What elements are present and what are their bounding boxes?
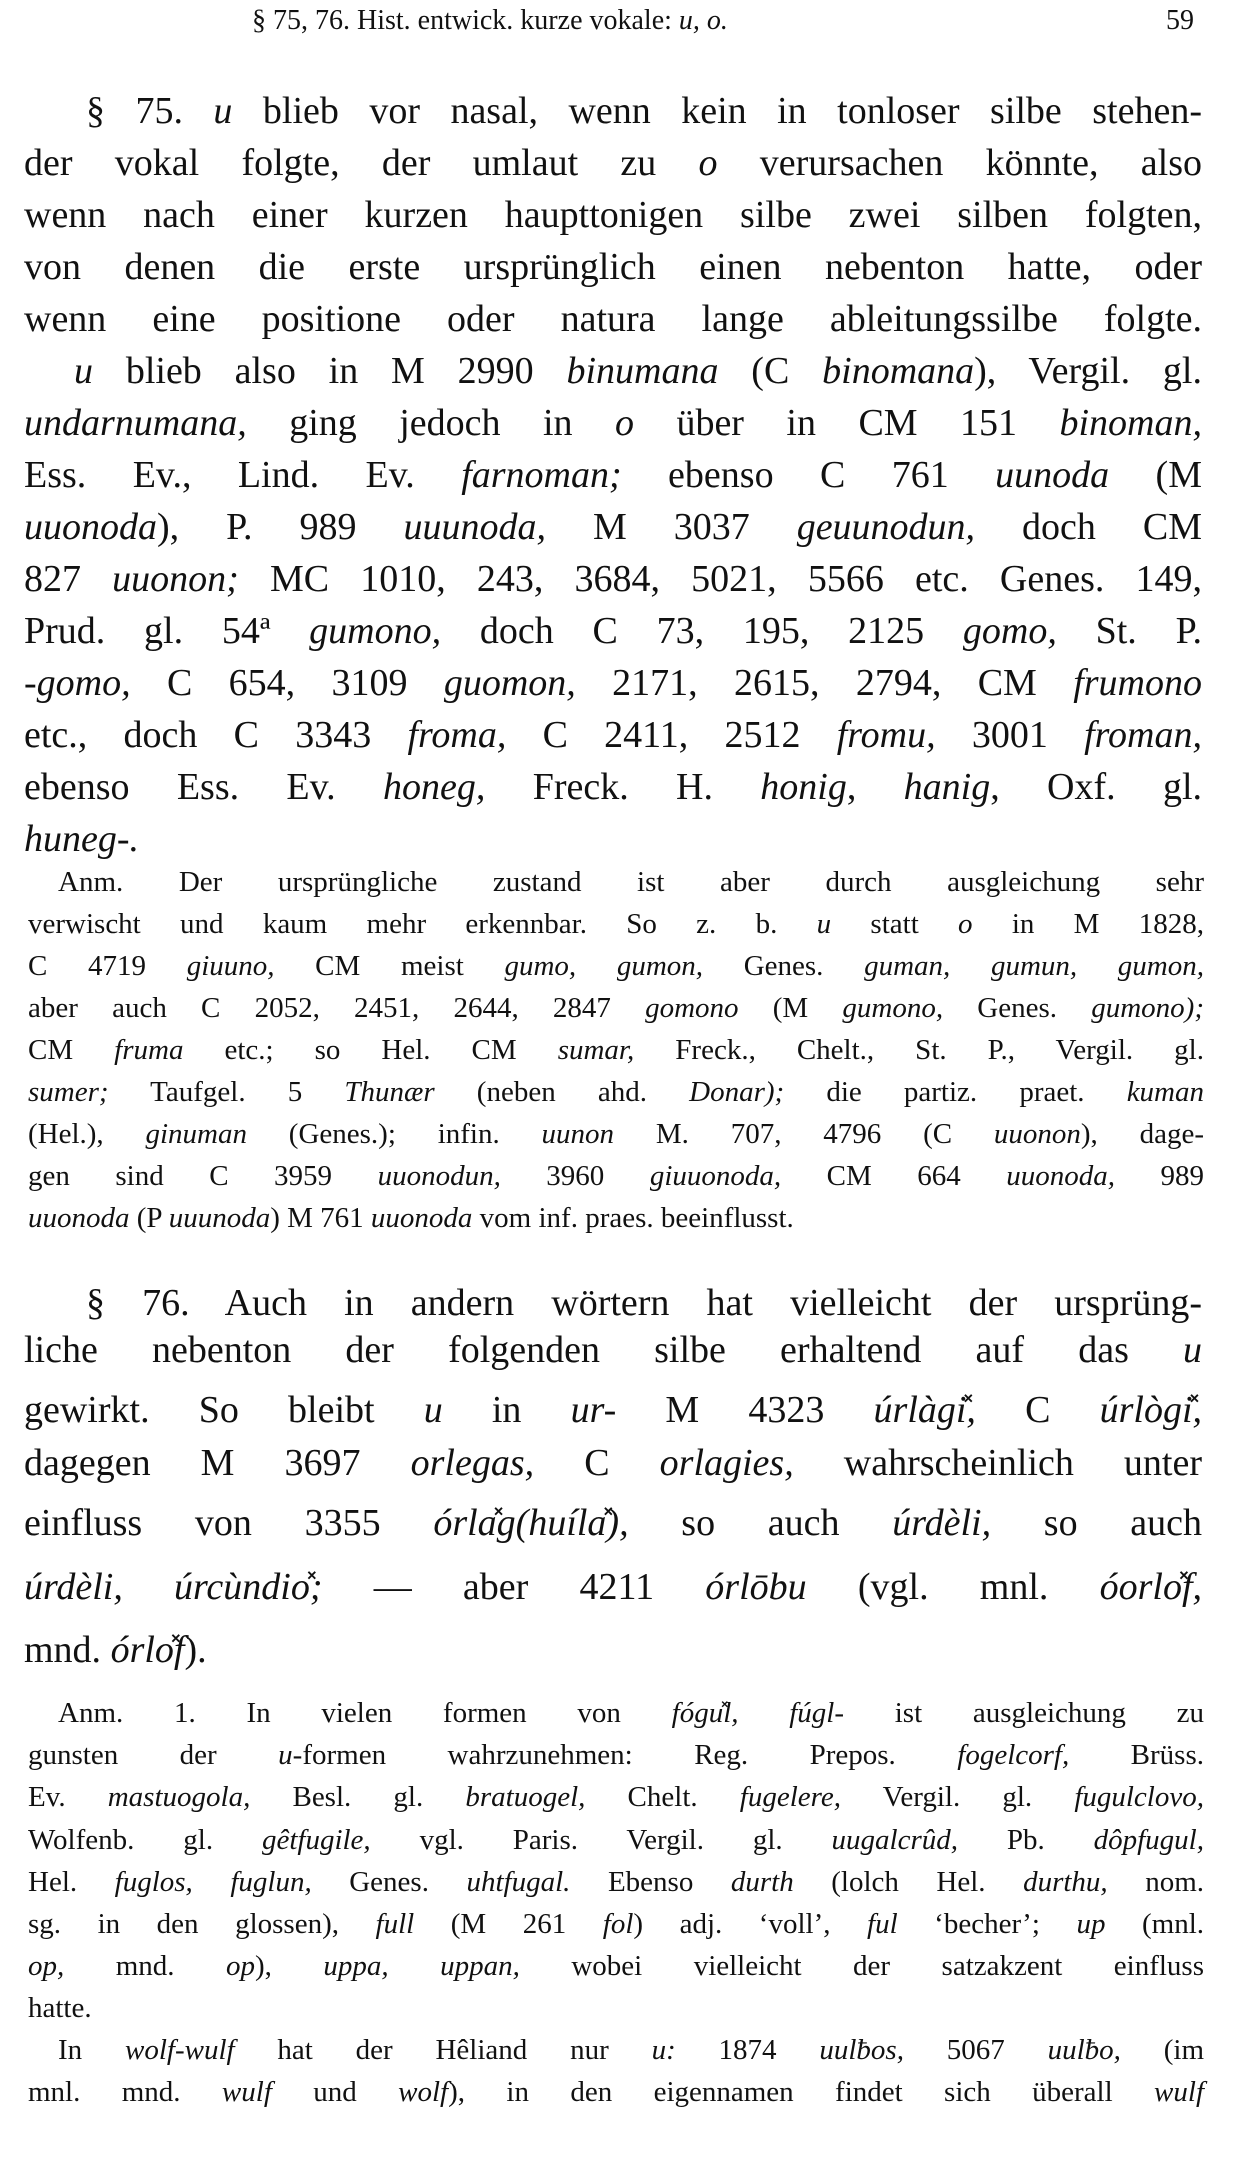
text-line	[24, 140, 1202, 186]
text-run: C 4719	[28, 950, 187, 982]
text-run: mnd.	[24, 1629, 111, 1671]
text-run: Chelt.	[585, 1781, 740, 1813]
text-line	[24, 816, 1202, 862]
italic-word: huneg-.	[24, 818, 140, 860]
italic-word: dôpfugul,	[1093, 1824, 1204, 1856]
italic-word: gomo,	[36, 662, 131, 704]
text-line	[24, 348, 1202, 394]
text-run: § 75.	[86, 90, 214, 132]
text-run: Anm. Der ursprüngliche zustand ist aber durch ausgleichung sehr	[58, 866, 1204, 898]
italic-word: uuonoda	[24, 506, 157, 548]
text-line	[28, 990, 1204, 1026]
text-run: so auch	[991, 1502, 1202, 1544]
text-run: (Genes.); infin.	[247, 1118, 542, 1150]
text-run: , Oxf. gl.	[990, 766, 1202, 808]
text-line	[28, 1737, 1204, 1773]
text-run: Wolfenb. gl.	[28, 1824, 262, 1856]
italic-word: fogelcorf,	[957, 1739, 1070, 1771]
text-line	[24, 192, 1202, 238]
text-run: Freck., Chelt., St. P., Vergil. gl.	[634, 1034, 1204, 1066]
italic-word: undarnumana,	[24, 402, 247, 444]
text-run: ),	[255, 1950, 324, 1982]
text-run: (M 261	[414, 1908, 603, 1940]
text-run: doch CM	[975, 506, 1202, 548]
text-line	[24, 88, 1202, 134]
text-line	[28, 1032, 1204, 1068]
text-run: St. P.	[1056, 610, 1202, 652]
italic-word: Donar);	[689, 1076, 785, 1108]
text-run: ebenso Ess. Ev.	[24, 766, 383, 808]
text-run: etc.; so Hel. CM	[183, 1034, 558, 1066]
text-line	[28, 906, 1204, 942]
text-run: (im	[1120, 2034, 1205, 2066]
text-line	[24, 1500, 1202, 1546]
text-line	[28, 1116, 1204, 1152]
text-run: 3001	[935, 714, 1085, 756]
text-line	[24, 1280, 1202, 1326]
italic-word: sumar,	[557, 1034, 635, 1066]
italic-word: op	[226, 1950, 255, 1982]
italic-word: wolf-wulf	[124, 2034, 235, 2066]
text-run: der vokal folgte, der umlaut zu	[24, 142, 699, 184]
text-run: 989	[1115, 1160, 1204, 1192]
text-line	[28, 1822, 1204, 1858]
text-run: aber auch C 2052, 2451, 2644, 2847	[28, 992, 646, 1024]
italic-word: o	[958, 908, 973, 940]
italic-word: binoman,	[1059, 402, 1202, 444]
italic-word: u	[278, 1739, 293, 1771]
italic-word: gomo,	[962, 610, 1057, 652]
text-run: Prud. gl. 54ª	[24, 610, 310, 652]
italic-word: úrdèli, úrcùndio̽;	[24, 1566, 323, 1608]
italic-word: fógu̽l, fúgl-	[671, 1697, 845, 1729]
text-line	[24, 556, 1202, 602]
italic-word: uuunoda	[168, 1202, 271, 1234]
text-line	[28, 1200, 1204, 1236]
text-line	[24, 608, 1202, 654]
text-run: Ebenso	[570, 1866, 731, 1898]
text-run: nom.	[1107, 1866, 1204, 1898]
text-run: in M 1828,	[972, 908, 1204, 940]
text-run: — aber 4211	[322, 1566, 706, 1608]
italic-word: gêtfugile,	[261, 1824, 371, 1856]
text-line	[28, 2032, 1204, 2068]
italic-word: orlegas,	[410, 1442, 535, 1484]
italic-word: kuman	[1126, 1076, 1205, 1108]
text-line	[28, 1990, 1204, 2026]
text-run: blieb vor nasal, wenn kein in tonloser silbe stehen-	[232, 90, 1202, 132]
text-line	[24, 504, 1202, 550]
italic-word: wulf	[221, 2076, 272, 2108]
italic-word: ginuman	[145, 1118, 247, 1150]
italic-word: binumana	[566, 350, 719, 392]
italic-word: o	[698, 142, 718, 184]
text-run: ), in den eigennamen findet sich überall	[448, 2076, 1155, 2108]
italic-word: gumono,	[842, 992, 944, 1024]
italic-word: gumono,	[309, 610, 442, 652]
text-line	[24, 1627, 1202, 1673]
text-run: ) M 761	[270, 1202, 371, 1234]
text-line	[28, 1158, 1204, 1194]
text-run: mnd.	[64, 1950, 226, 1982]
italic-word: u	[816, 908, 832, 940]
text-run: Vergil. gl.	[840, 1781, 1075, 1813]
italic-word: uuonoda	[28, 1202, 130, 1234]
italic-word: uuonon;	[112, 558, 239, 600]
italic-word: binomana	[822, 350, 975, 392]
text-run: (neben ahd.	[434, 1076, 690, 1108]
italic-word: sumer;	[28, 1076, 109, 1108]
text-run: ist ausgleichung zu	[844, 1697, 1204, 1729]
text-run: blieb also in M 2990	[93, 350, 567, 392]
text-run: sg. in den glossen),	[28, 1908, 376, 1940]
text-run: so auch	[628, 1502, 893, 1544]
text-line	[28, 864, 1204, 900]
text-run: CM 664	[781, 1160, 1007, 1192]
text-run: Freck. H.	[485, 766, 761, 808]
text-run: M 3037	[545, 506, 797, 548]
italic-word: uhtfugal.	[466, 1866, 571, 1898]
text-run: Hel.	[28, 1866, 115, 1898]
text-run: -	[24, 662, 37, 704]
italic-word: op,	[28, 1950, 65, 1982]
italic-word: u	[1183, 1329, 1202, 1371]
text-line	[28, 1779, 1204, 1815]
italic-word: Thunær	[344, 1076, 435, 1108]
text-run: (M	[1109, 454, 1202, 496]
italic-word: óorlo̽f,	[1099, 1566, 1202, 1608]
text-line	[28, 1948, 1204, 1984]
italic-word: frumono	[1073, 662, 1202, 704]
italic-word: úrlàgi̽,	[873, 1389, 976, 1431]
text-run: etc., doch C 3343	[24, 714, 408, 756]
text-run: CM	[28, 1034, 115, 1066]
text-run: Ess. Ev., Lind. Ev.	[24, 454, 462, 496]
text-run: Anm. 1. In vielen formen von	[58, 1697, 672, 1729]
text-line	[24, 244, 1202, 290]
italic-word: órla̽g(huíla̽),	[433, 1502, 629, 1544]
italic-word: gumono);	[1091, 992, 1204, 1024]
text-run: (lolch Hel.	[793, 1866, 1024, 1898]
text-run: ).	[184, 1629, 207, 1671]
text-line	[28, 1695, 1204, 1731]
italic-word: giuuno,	[186, 950, 275, 982]
text-line	[28, 2074, 1204, 2110]
text-run: (M	[738, 992, 843, 1024]
italic-word: honeg,	[383, 766, 486, 808]
text-run: von denen die erste ursprünglich einen nebenton hatte, oder	[24, 246, 1202, 288]
italic-word: froma,	[407, 714, 507, 756]
italic-word: u	[423, 1389, 443, 1431]
italic-word: u:	[651, 2034, 676, 2066]
italic-word: fol	[602, 1908, 634, 1940]
italic-word: o	[614, 402, 634, 444]
italic-word: úrlògi̽,	[1099, 1389, 1202, 1431]
italic-word: guomon,	[443, 662, 576, 704]
text-run: doch C 73, 195, 2125	[441, 610, 963, 652]
italic-word: fuglos, fuglun,	[114, 1866, 312, 1898]
text-run: Genes.	[703, 950, 865, 982]
italic-word: froman,	[1084, 714, 1202, 756]
text-run: C 2411, 2512	[506, 714, 837, 756]
text-run: Genes.	[311, 1866, 467, 1898]
text-run: dagegen M 3697	[24, 1442, 411, 1484]
text-run: einfluss von 3355	[24, 1502, 434, 1544]
text-run: (mnl.	[1105, 1908, 1204, 1940]
text-run: hat der Hêliand nur	[234, 2034, 652, 2066]
text-run: wenn eine positione oder natura lange ableitungssilbe folgte.	[24, 298, 1202, 340]
text-run: ‘becher’;	[897, 1908, 1077, 1940]
text-run: verursachen könnte, also	[717, 142, 1202, 184]
italic-word: fugulclovo,	[1074, 1781, 1204, 1813]
italic-word: fromu,	[836, 714, 936, 756]
text-run: ), P. 989	[157, 506, 404, 548]
text-run: verwischt und kaum mehr erkennbar. So z. b.	[28, 908, 817, 940]
text-run: Ev.	[28, 1781, 108, 1813]
italic-word: wulf	[1154, 2076, 1205, 2108]
text-run: In	[58, 2034, 125, 2066]
italic-word: uppa, uppan,	[323, 1950, 520, 1982]
text-line	[24, 1387, 1202, 1433]
text-line	[24, 296, 1202, 342]
italic-word: bratuogel,	[465, 1781, 586, 1813]
italic-word: fruma	[114, 1034, 184, 1066]
text-line	[28, 1864, 1204, 1900]
italic-word: guman, gumun, gumon,	[864, 950, 1205, 982]
italic-word: ur-	[570, 1389, 617, 1431]
italic-word: u	[213, 90, 233, 132]
italic-word: órlo̽f	[110, 1629, 185, 1671]
text-run: C 654, 3109	[130, 662, 444, 704]
text-run: 827	[24, 558, 113, 600]
text-line	[24, 1564, 1202, 1610]
text-run: ), dage-	[1080, 1118, 1204, 1150]
italic-word: durthu,	[1023, 1866, 1108, 1898]
italic-word: fugelere,	[739, 1781, 841, 1813]
text-run: gunsten der	[28, 1739, 279, 1771]
italic-word: uuonon	[993, 1118, 1081, 1150]
text-line	[24, 764, 1202, 810]
text-run: Besl. gl.	[250, 1781, 466, 1813]
page-number: 59	[1166, 5, 1194, 36]
italic-word: uulƀo,	[1047, 2034, 1121, 2066]
text-run: mnl. mnd.	[28, 2076, 222, 2108]
text-run: (Hel.),	[28, 1118, 146, 1150]
italic-word: uugalcrûd,	[831, 1824, 958, 1856]
text-run: hatte.	[28, 1992, 92, 2024]
text-line	[24, 400, 1202, 446]
italic-word: durth	[730, 1866, 794, 1898]
text-run: Brüss.	[1069, 1739, 1204, 1771]
italic-word: gomono	[645, 992, 739, 1024]
text-run: in	[442, 1389, 571, 1431]
running-head	[252, 4, 728, 38]
text-run: vgl. Paris. Vergil. gl.	[370, 1824, 832, 1856]
text-run: über in CM 151	[633, 402, 1060, 444]
text-line	[24, 1327, 1202, 1373]
italic-word: uunoda	[995, 454, 1110, 496]
text-line	[28, 1074, 1204, 1110]
text-run: wahrscheinlich unter	[793, 1442, 1202, 1484]
italic-word: full	[375, 1908, 415, 1940]
text-run: (P	[129, 1202, 169, 1234]
italic-word: geuunodun,	[796, 506, 976, 548]
italic-word: orlagies,	[659, 1442, 794, 1484]
text-run: Genes.	[943, 992, 1092, 1024]
italic-word: up	[1076, 1908, 1106, 1940]
italic-word: mastuogola,	[107, 1781, 251, 1813]
italic-word: uuonoda,	[1006, 1160, 1115, 1192]
text-line	[24, 1440, 1202, 1486]
text-run: 5067	[903, 2034, 1048, 2066]
text-run: CM meist	[274, 950, 505, 982]
italic-word: hanig	[903, 766, 991, 808]
text-run: ,	[846, 766, 904, 808]
text-run: § 76. Auch in andern wörtern hat vielleicht der ursprüng-	[86, 1282, 1202, 1324]
italic-word: honig	[760, 766, 847, 808]
text-run: Pb.	[957, 1824, 1094, 1856]
italic-word: ful	[867, 1908, 898, 1940]
italic-word: uuunoda,	[403, 506, 546, 548]
text-line	[24, 660, 1202, 706]
text-run: Taufgel. 5	[108, 1076, 345, 1108]
text-run: M. 707, 4796 (C	[614, 1118, 994, 1150]
italic-word: uuonoda	[370, 1202, 473, 1234]
text-run: C	[975, 1389, 1100, 1431]
text-run: liche nebenton der folgenden silbe erhaltend auf das	[24, 1329, 1183, 1371]
italic-word: giuuonoda,	[649, 1160, 782, 1192]
text-run: M 4323	[616, 1389, 874, 1431]
text-run: C	[534, 1442, 660, 1484]
text-run: ging jedoch in	[246, 402, 615, 444]
text-run: wobei vielleicht der satzakzent einfluss	[519, 1950, 1205, 1982]
italic-word: uuonodun,	[377, 1160, 501, 1192]
italic-word: wolf	[398, 2076, 449, 2108]
text-run: 3960	[500, 1160, 650, 1192]
text-run: ) adj. ‘voll’,	[633, 1908, 868, 1940]
text-line	[28, 948, 1204, 984]
text-run: 2171, 2615, 2794, CM	[575, 662, 1074, 704]
italic-word: u	[74, 350, 93, 392]
text-run: gewirkt. So bleibt	[24, 1389, 424, 1431]
text-run: -formen wahrzunehmen: Reg. Prepos.	[292, 1739, 958, 1771]
italic-word: farnoman;	[461, 454, 622, 496]
running-head-text: § 75, 76. Hist. entwick. kurze vokale:	[252, 5, 679, 36]
text-run: 1874	[675, 2034, 820, 2066]
italic-word: uulƀos,	[819, 2034, 904, 2066]
text-run: (C	[718, 350, 823, 392]
italic-word: úrdèli,	[892, 1502, 992, 1544]
italic-word: gumo, gumon,	[504, 950, 704, 982]
italic-word: órlōbu	[705, 1566, 807, 1608]
text-line	[28, 1906, 1204, 1942]
text-run: statt	[831, 908, 959, 940]
text-run: (vgl. mnl.	[806, 1566, 1100, 1608]
text-run: ebenso C 761	[621, 454, 996, 496]
italic-word: uunon	[541, 1118, 615, 1150]
text-run: MC 1010, 243, 3684, 5021, 5566 etc. Genes. 149,	[238, 558, 1203, 600]
text-run: die partiz. praet.	[784, 1076, 1127, 1108]
text-run: ), Vergil. gl.	[974, 350, 1202, 392]
text-run: gen sind C 3959	[28, 1160, 378, 1192]
text-line	[24, 712, 1202, 758]
running-head-italic: u, o.	[678, 5, 728, 36]
text-line	[24, 452, 1202, 498]
text-run: vom inf. praes. beeinflusst.	[472, 1202, 794, 1234]
text-run: wenn nach einer kurzen haupttonigen silbe zwei silben folgten,	[24, 194, 1202, 236]
text-run: und	[271, 2076, 399, 2108]
